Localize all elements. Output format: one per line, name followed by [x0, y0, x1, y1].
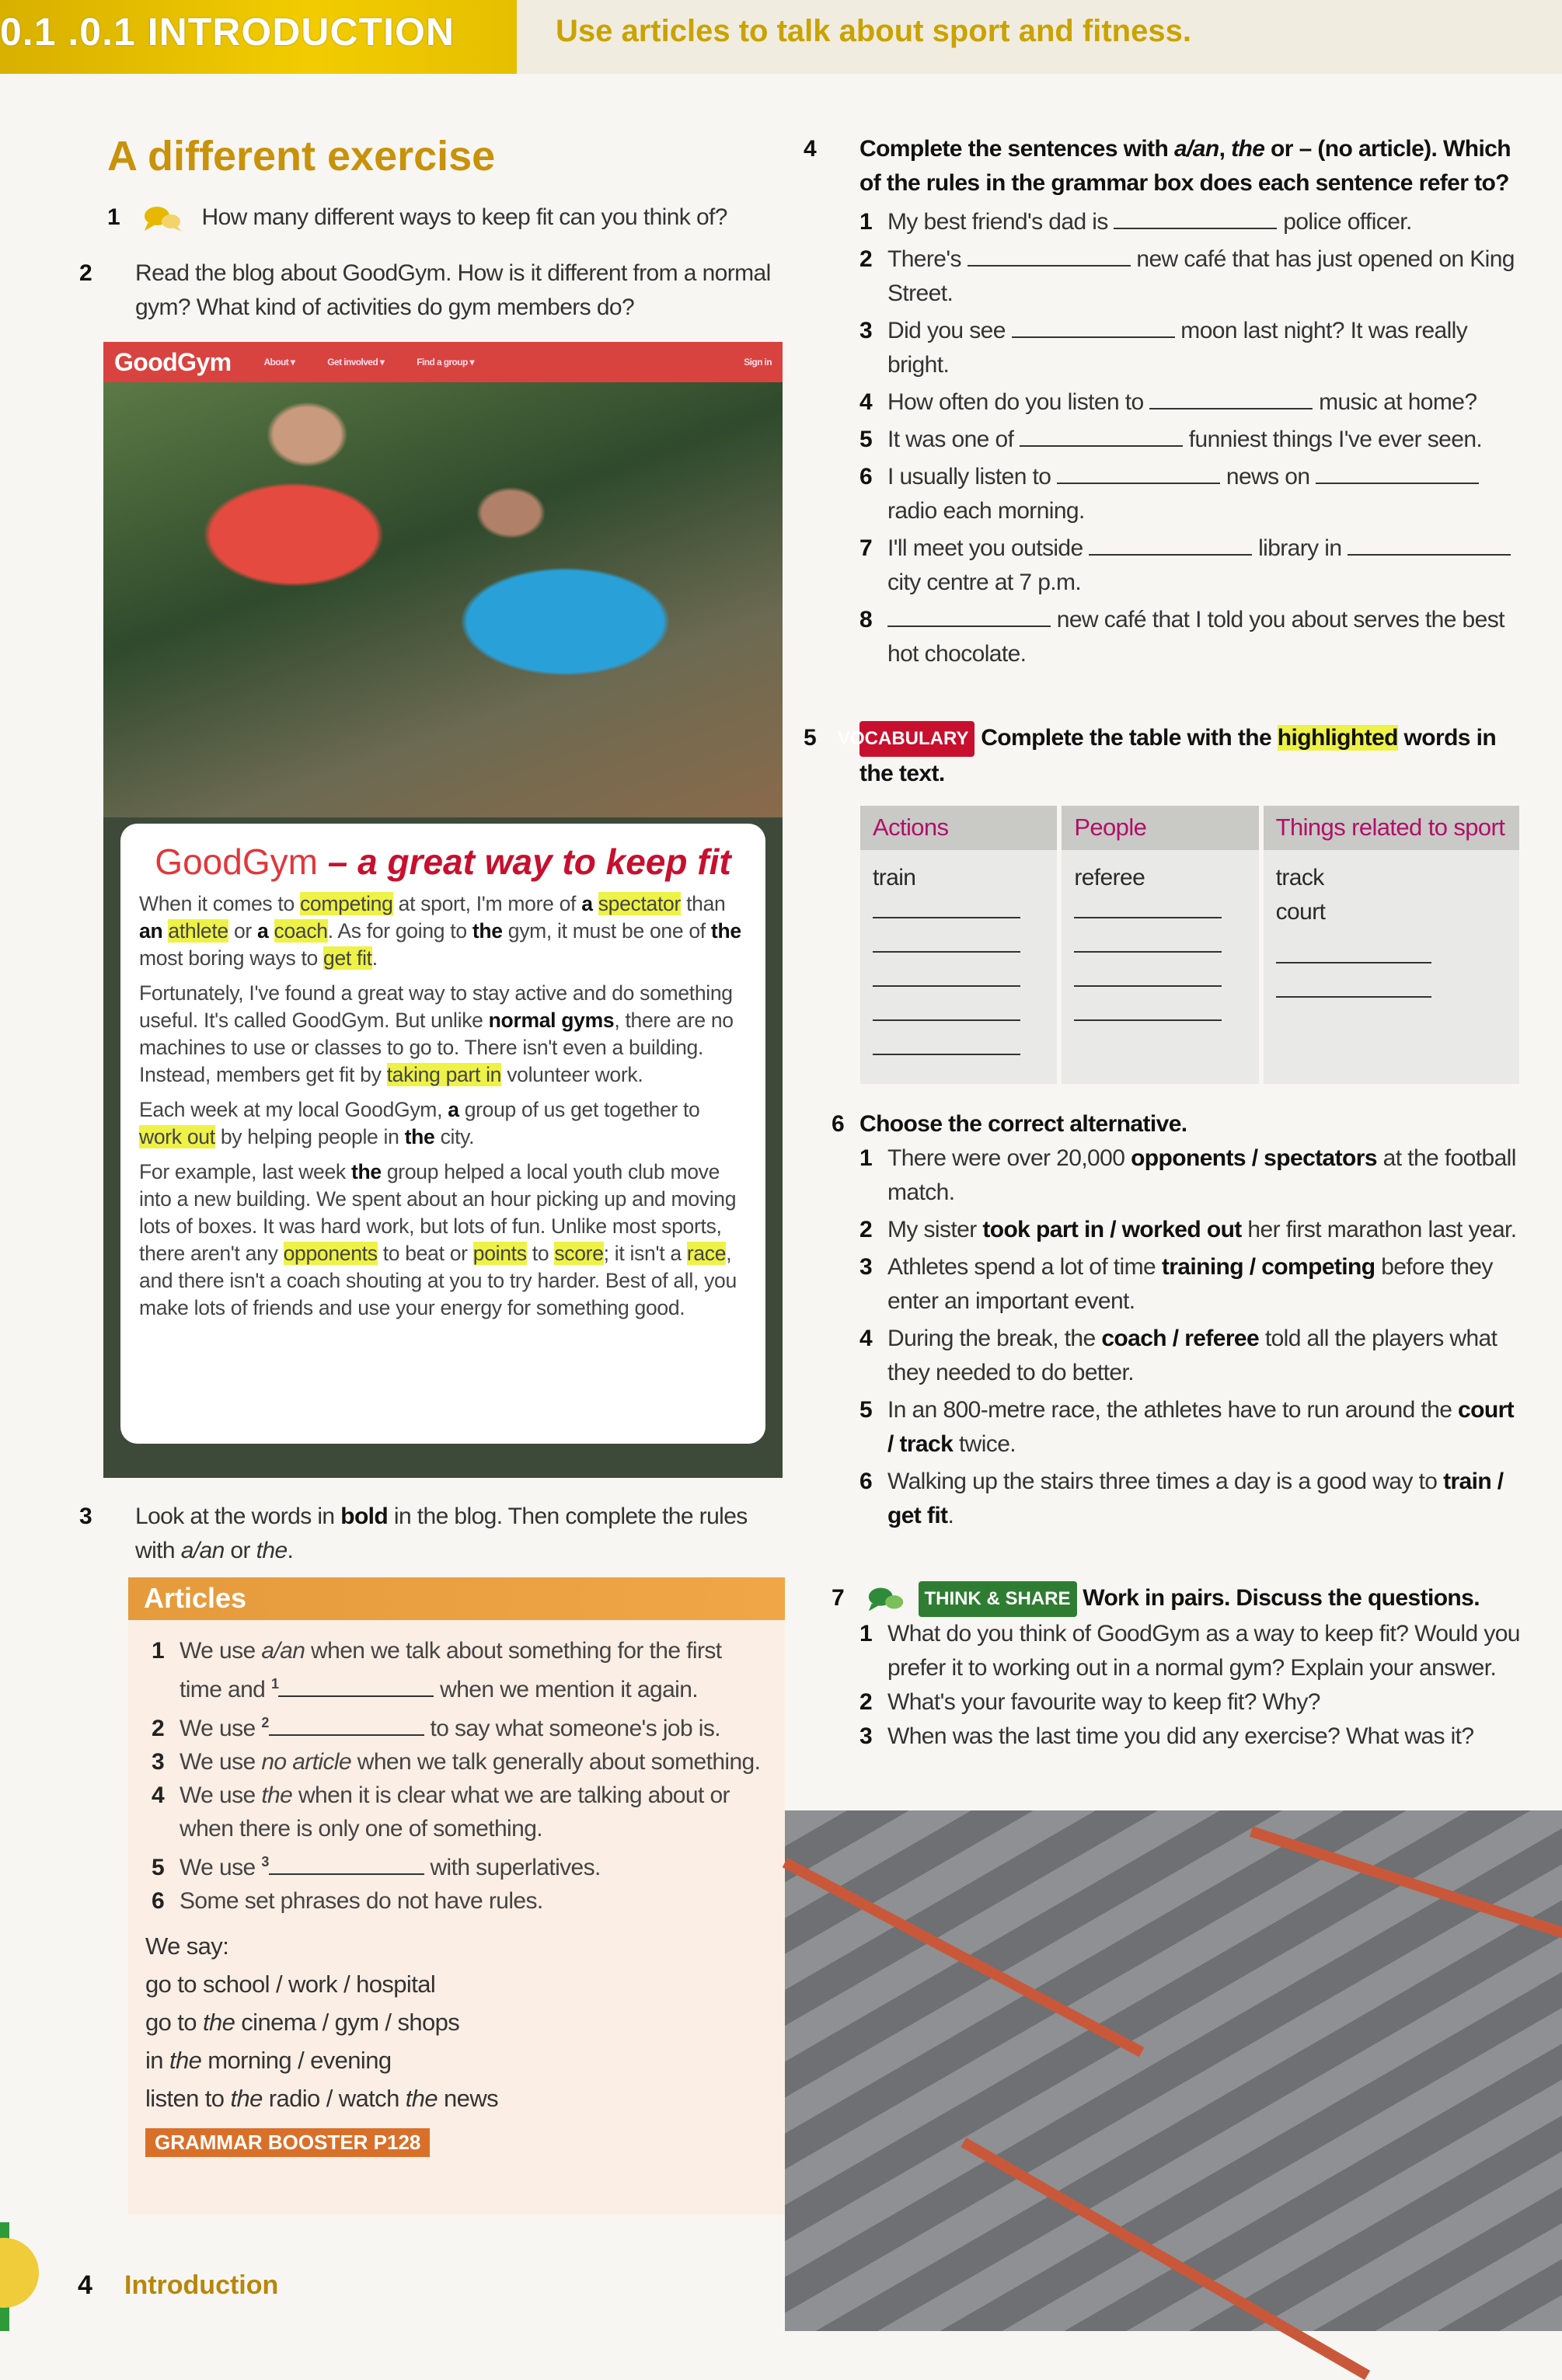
highlighted-word: opponents [283, 1242, 378, 1265]
unit-label: 0.1 .0.1 INTRODUCTION [0, 10, 455, 54]
answer-blank [887, 604, 1051, 627]
text-run: It was one of [887, 427, 1020, 452]
text-run: new café that I told you about serves the best hot chocolate. [887, 607, 1504, 667]
exercise-6 [832, 1107, 1523, 1536]
text-run: or [228, 919, 257, 943]
item-number: 1 [859, 1621, 873, 1647]
text-run: For example, last week [139, 1160, 351, 1183]
phrase [145, 1965, 769, 2003]
text-run: the [230, 2085, 263, 2112]
vocabulary-table [860, 806, 1519, 1084]
highlighted-word: work out [139, 1125, 215, 1148]
handrail [961, 2138, 1371, 2380]
answer-blank [1348, 532, 1511, 556]
bold-text: a [581, 892, 593, 915]
text-run: Athletes spend a lot of time [887, 1254, 1162, 1280]
sentence-item [859, 603, 1523, 671]
sentence-item [859, 531, 1523, 600]
bold-text: the [710, 919, 741, 943]
we-say-label: We say: [145, 1932, 229, 1960]
exercise-4-items [832, 205, 1523, 671]
text-run: moon last night? It was really bright. [887, 318, 1468, 378]
blog-title-brand: GoodGym [155, 842, 318, 882]
grammar-rule [152, 1845, 769, 1884]
exercise-number: 1 [107, 204, 120, 230]
phrase [145, 2003, 769, 2041]
answer-blank [269, 1852, 424, 1875]
text-run: when we talk about something for the first time and [180, 1638, 722, 1702]
item-number: 1 [859, 1145, 873, 1171]
text-run: new café that has just opened on King Street. [887, 246, 1515, 306]
question-item [859, 1685, 1523, 1720]
table-cells [1062, 850, 1258, 1032]
exercise-3 [79, 1500, 783, 1568]
text-run: news [438, 2085, 499, 2112]
blog-title [139, 841, 747, 883]
blog-title-tagline: – a great way to keep fit [327, 842, 731, 882]
item-number: 2 [859, 246, 873, 272]
table-cells [1264, 850, 1519, 1009]
text-run: the [261, 1782, 293, 1808]
page-corner-decoration [0, 2238, 39, 2308]
text-run: morning / evening [201, 2047, 392, 2074]
blog-paragraph [139, 1159, 747, 1322]
text-run: the [202, 2009, 235, 2036]
text-run: ; it isn't a [603, 1242, 687, 1265]
text-run: I usually listen to [887, 464, 1058, 490]
answer-blank [269, 1713, 424, 1736]
text-run: When was the last time you did any exercise? What was it? [887, 1723, 1474, 1750]
text-run: How often do you listen to [887, 389, 1150, 415]
sentence-item [859, 314, 1523, 382]
text-run: We use [180, 1749, 262, 1775]
grammar-rule [152, 1745, 769, 1779]
exercise-5 [804, 721, 1523, 791]
exercise-6-items [832, 1141, 1523, 1533]
text-run: go to school / work / hospital [145, 1971, 436, 1998]
exercise-text [859, 136, 1511, 196]
sentence-item [859, 1213, 1523, 1247]
bold-text: the [350, 1160, 382, 1183]
page-title: A different exercise [107, 133, 496, 179]
text-run: We use [180, 1855, 262, 1880]
exercise-4 [804, 132, 1523, 674]
bold-text: a [448, 1098, 459, 1121]
nav-sign-in: Sign in [744, 357, 772, 368]
bold-text: opponents / spectators [1131, 1145, 1377, 1171]
item-number: 6 [859, 1469, 873, 1494]
exercise-number: 5 [804, 725, 817, 751]
text-run: library in [1252, 535, 1348, 561]
speech-bubbles-icon [866, 1585, 908, 1613]
item-number: 3 [859, 1254, 873, 1280]
exercise-1 [107, 200, 791, 235]
bold-text: court / track [887, 1397, 1515, 1457]
text-run: with superlatives. [424, 1855, 601, 1880]
exercise-number: 4 [804, 136, 817, 162]
item-number: 7 [859, 535, 873, 561]
footer-section: Introduction [124, 2270, 279, 2300]
nav-item: Get involved ▾ [327, 357, 385, 368]
grammar-rule [152, 1706, 769, 1745]
blog-paragraph [139, 890, 747, 972]
item-number: 4 [152, 1782, 165, 1808]
text-run: police officer. [1277, 209, 1412, 235]
text-run: a/an [180, 1538, 225, 1563]
text-run: , there are no machines to use or classes to go to. There isn't even a building. Instead, members get fit by [139, 1009, 734, 1086]
exercise-text [135, 1504, 748, 1563]
bold-text: coach / referee [1101, 1326, 1260, 1351]
text-run: a/an [1173, 136, 1219, 162]
text-run: radio each morning. [887, 498, 1085, 524]
answer-blank [1074, 918, 1222, 953]
highlighted-word: highlighted [1277, 725, 1398, 751]
text-run: My best friend's dad is [887, 209, 1114, 235]
think-share-badge: THINK & SHARE [919, 1581, 1077, 1617]
item-number: 6 [859, 464, 873, 490]
text-run: When it comes to [139, 892, 300, 915]
exercise-text: How many different ways to keep fit can you think of? [201, 204, 727, 230]
item-number: 1 [152, 1638, 165, 1664]
set-phrases [128, 1918, 785, 2117]
exercise-number: 3 [79, 1504, 92, 1529]
table-column [1264, 806, 1519, 1084]
text-run: What do you think of GoodGym as a way to keep fit? Would you prefer it to working out in a normal gym? Explain your answer. [887, 1621, 1520, 1681]
text-run: news on [1220, 464, 1316, 490]
text-run: Complete the sentences with [859, 136, 1174, 162]
text-run: . As for going to [327, 919, 472, 943]
answer-blank [1276, 929, 1431, 963]
text-run: in [145, 2047, 169, 2074]
sentence-item [859, 1393, 1523, 1462]
bold-text: an [139, 919, 163, 943]
grammar-rule [152, 1634, 769, 1706]
stairs-photo [785, 1810, 1562, 2331]
text-run: We use [180, 1782, 262, 1808]
bold-text: the [472, 919, 503, 943]
highlighted-word: competing [299, 892, 393, 915]
sentence-item [859, 385, 1523, 420]
text-run: told all the players what they needed to do better. [887, 1326, 1497, 1385]
text-run: , and there isn't a coach shouting at you to try harder. Best of all, you make lots of friends and use your energy for something good. [139, 1242, 737, 1319]
item-number: 2 [859, 1689, 873, 1716]
articles-grammar-box [128, 1577, 785, 2214]
articles-title: Articles [128, 1577, 785, 1620]
blog-webpage [103, 342, 783, 1478]
answer-blank [1012, 315, 1175, 338]
objective-text: Use articles to talk about sport and fitness. [556, 14, 1191, 48]
item-number: 6 [152, 1888, 165, 1914]
text-run [268, 919, 274, 943]
bold-text: the [404, 1125, 435, 1148]
vocabulary-badge: VOCABULARY [859, 721, 975, 757]
phrase [145, 2079, 769, 2117]
text-run: What's your favourite way to keep fit? Why? [887, 1689, 1320, 1716]
volunteers-photo [103, 382, 783, 817]
highlighted-word: taking part in [386, 1063, 502, 1086]
text-run: go to [145, 2009, 203, 2036]
sentence-item [859, 1465, 1523, 1533]
highlighted-word: coach [274, 919, 328, 943]
text-run: group helped a local youth club move into a new building. We spent about an hour picking up and moving lots of boxes. It was hard work, but lots of fun. Unlike most sports, there aren't any [139, 1160, 737, 1265]
answer-blank [278, 1674, 434, 1697]
text-run: the [405, 2085, 438, 2112]
text-run: . [947, 1503, 954, 1528]
nav-item: Find a group ▾ [417, 357, 474, 368]
text-run: in the blog. Then complete the rules with [135, 1504, 748, 1563]
blog-article-card [120, 824, 765, 1444]
table-column [860, 806, 1057, 1084]
text-run: We use [180, 1716, 262, 1741]
answer-blank [1316, 461, 1479, 484]
text-run: no article [261, 1749, 352, 1775]
question-item [859, 1720, 1523, 1754]
text-run: when we talk generally about something. [351, 1749, 761, 1775]
nav-item: About ▾ [263, 357, 295, 368]
table-cell: track [1275, 865, 1324, 890]
text-run: Walking up the stairs three times a day is a good way to [887, 1469, 1444, 1494]
item-number: 3 [152, 1749, 165, 1775]
item-number: 1 [859, 209, 873, 235]
item-number: 4 [859, 1326, 873, 1351]
item-number: 5 [859, 427, 873, 452]
text-run: cinema / gym / shops [235, 2009, 460, 2036]
text-run: the [1231, 136, 1265, 162]
answer-blank [1114, 206, 1277, 229]
blog-nav-bar [103, 342, 783, 382]
table-header: Things related to sport [1264, 806, 1519, 850]
table-header: People [1062, 806, 1258, 850]
highlighted-word: score [554, 1242, 604, 1265]
item-number: 5 [859, 1397, 873, 1423]
sentence-item [859, 205, 1523, 239]
text-run: twice. [953, 1431, 1016, 1457]
item-number: 5 [152, 1855, 165, 1880]
articles-rules [128, 1620, 785, 1918]
text-run: During the break, the [887, 1326, 1102, 1351]
text-run: the [169, 2047, 202, 2074]
text-run: city. [434, 1125, 475, 1148]
text-run: Look at the words in [135, 1504, 341, 1529]
objective-banner [517, 0, 1562, 74]
text-run: Complete the table with the [981, 725, 1278, 751]
exercise-text: Read the blog about GoodGym. How is it different from a normal gym? What kind of activities do gym members do? [135, 260, 771, 320]
answer-blank [873, 918, 1020, 953]
text-run: 1 [271, 1676, 279, 1692]
item-number: 8 [859, 607, 873, 632]
table-cells [860, 850, 1057, 1066]
highlighted-word: race [686, 1242, 727, 1265]
sentence-item [859, 1141, 1523, 1210]
text-run: most boring ways to [139, 946, 324, 970]
table-cell: court [1275, 899, 1326, 925]
blog-paragraph [139, 980, 747, 1089]
bold-text: training / competing [1161, 1254, 1375, 1280]
text-run [593, 892, 598, 915]
page-number: 4 [78, 2270, 92, 2300]
text-run: funniest things I've ever seen. [1183, 427, 1483, 452]
text-run: Fortunately, I've found a great way to stay active and do something useful. It's called GoodGym. But unlike [139, 981, 733, 1032]
highlighted-word: spectator [598, 892, 682, 915]
text-run: group of us get together to [458, 1098, 700, 1121]
sentence-item [859, 460, 1523, 528]
bold-text: normal gyms [488, 1009, 615, 1032]
text-run: There's [887, 246, 968, 272]
text-run: her first marathon last year. [1241, 1217, 1517, 1242]
bold-text: bold [340, 1504, 389, 1529]
phrase [145, 2041, 769, 2079]
exercise-number: 7 [832, 1585, 845, 1611]
text-run: the [256, 1538, 288, 1563]
item-number: 4 [859, 389, 873, 415]
exercise-7 [832, 1581, 1523, 1754]
text-run: . [287, 1538, 294, 1563]
exercise-2 [79, 256, 783, 325]
text-run: a/an [261, 1638, 305, 1664]
goodgym-logo: GoodGym [114, 347, 232, 376]
speech-bubbles-icon [141, 204, 185, 232]
text-run: when we mention it again. [434, 1677, 699, 1702]
text-run: than [681, 892, 726, 915]
text-run: to beat or [377, 1242, 473, 1265]
answer-blank [873, 953, 1020, 987]
text-run: music at home? [1313, 389, 1477, 415]
answer-blank [873, 1021, 1020, 1055]
text-run: . [371, 946, 378, 970]
highlighted-word: athlete [168, 919, 228, 943]
text-run: words in the text. [859, 725, 1497, 787]
exercise-number: 6 [832, 1111, 845, 1137]
bold-text: train / get fit [887, 1469, 1504, 1528]
table-header: Actions [860, 806, 1057, 850]
unit-header [0, 0, 517, 74]
text-run: when it is clear what we are talking about or when there is only one of something. [180, 1782, 730, 1842]
exercise-7-items [832, 1617, 1523, 1754]
exercise-title: Choose the correct alternative. [859, 1111, 1187, 1137]
text-run: My sister [887, 1217, 983, 1242]
table-cell: referee [1074, 865, 1145, 890]
text-run: to say what someone's job is. [424, 1716, 720, 1741]
highlighted-word: points [472, 1242, 527, 1265]
text-run: In an 800-metre race, the athletes have to run around the [887, 1397, 1459, 1423]
text-run: 3 [261, 1854, 269, 1870]
text-run: volunteer work. [501, 1063, 643, 1086]
question-item [859, 1617, 1523, 1685]
handrail [1250, 1826, 1562, 1957]
text-run: or – (no article). Which of the rules in the grammar box does each sentence refer to? [859, 136, 1511, 196]
answer-blank [873, 895, 1020, 918]
text-run: or [224, 1538, 256, 1563]
highlighted-word: get fit [323, 946, 372, 970]
item-number: 2 [152, 1716, 165, 1741]
exercise-title: Work in pairs. Discuss the questions. [1083, 1585, 1480, 1611]
text-run: Some set phrases do not have rules. [180, 1888, 543, 1914]
item-number: 3 [859, 318, 873, 343]
answer-blank [1149, 386, 1313, 409]
text-run: , [1219, 136, 1232, 162]
text-run: listen to [145, 2085, 231, 2112]
grammar-booster-link[interactable]: GRAMMAR BOOSTER P128 [145, 2128, 430, 2157]
bold-text: a [256, 919, 269, 943]
text-run: Each week at my local GoodGym, [139, 1098, 448, 1121]
text-run: Did you see [887, 318, 1012, 343]
table-cell: train [873, 865, 916, 890]
text-run: 2 [261, 1715, 269, 1730]
answer-blank [968, 243, 1131, 267]
text-run: before they enter an important event. [887, 1254, 1493, 1314]
text-run: We use [180, 1638, 262, 1664]
answer-blank [1057, 461, 1220, 484]
answer-blank [1074, 895, 1222, 918]
text-run: gym, it must be one of [502, 919, 711, 943]
sentence-item [859, 423, 1523, 457]
blog-paragraph [139, 1096, 747, 1151]
bold-text: took part in / worked out [982, 1217, 1242, 1242]
item-number: 3 [859, 1723, 873, 1750]
table-column [1062, 806, 1258, 1084]
text-run: radio / watch [262, 2085, 406, 2112]
answer-blank [1074, 987, 1222, 1021]
answer-blank [1074, 953, 1222, 987]
answer-blank [1276, 963, 1431, 998]
text-run: by helping people in [214, 1125, 405, 1148]
answer-blank [1020, 423, 1183, 447]
grammar-rule [152, 1884, 769, 1918]
sentence-item [859, 1250, 1523, 1319]
text-run: I'll meet you outside [887, 535, 1090, 561]
sentence-item [859, 1322, 1523, 1390]
grammar-rule [152, 1779, 769, 1845]
text-run: at sport, I'm more of [392, 892, 582, 915]
text-run: There were over 20,000 [887, 1145, 1131, 1171]
sentence-item [859, 242, 1523, 311]
answer-blank [1089, 532, 1252, 556]
text-run: to [526, 1242, 555, 1265]
answer-blank [873, 987, 1020, 1021]
text-run: city centre at 7 p.m. [887, 570, 1082, 595]
item-number: 2 [859, 1217, 873, 1242]
text-run: at the football match. [887, 1145, 1516, 1205]
exercise-number: 2 [79, 260, 92, 286]
handrail [783, 1858, 1145, 2057]
